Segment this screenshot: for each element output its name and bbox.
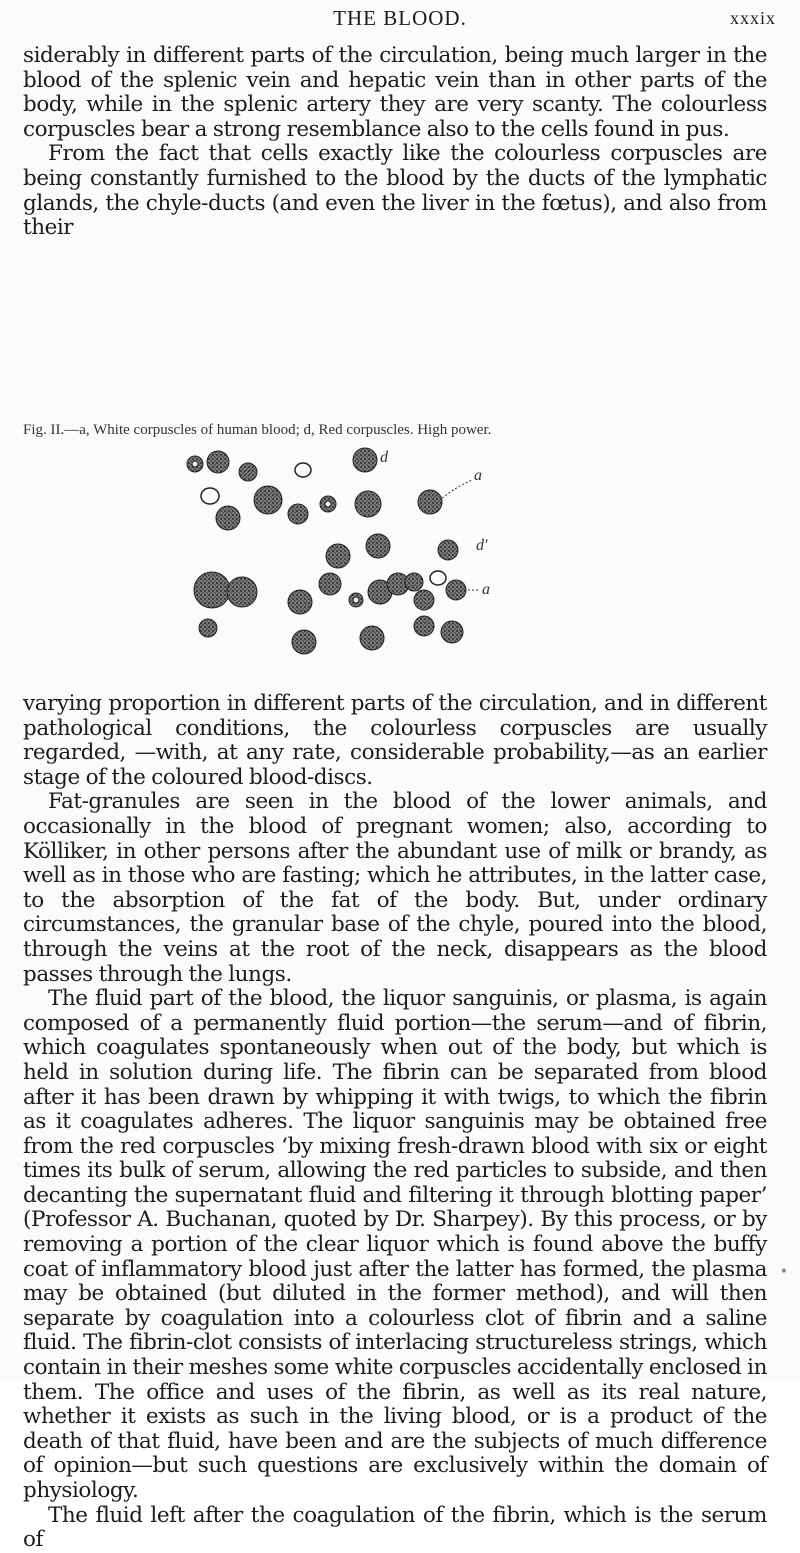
- text-block-top: [23, 44, 767, 241]
- paragraph: Fat-granules are seen in the blood of the lower animals, and occasionally in the blood of pregnant women; also, according to Kölliker, in other persons after the abundant use of milk or brandy, as well as in those who are fasting; which he attributes, in the latter case, to the absorption of the fat of the body. But, under ordinary circumstances, the granular base of the chyle, poured into the blood, through the veins at the root of the neck, disappears as the blood passes through the lungs.: [23, 789, 767, 987]
- paragraph: The fluid part of the blood, the liquor sanguinis, or plasma, is again composed of a permanently fluid portion—the serum—and of fibrin, which coagulates spontaneously when out of the body, but which is held in solution during life. The fibrin can be separated from blood after it has been drawn by whipping it with twigs, to which the fibrin as it coagulates adheres. The liquor sanguinis may be obtained free from the red corpuscles ‘by mixing fresh-drawn blood with six or eight times its bulk of serum, allowing the red particles to subside, and then decanting the supernatant fluid and filtering it through blotting paper’ (Professor A. Buchanan, quoted by Dr. Sharpey). By this process, or by removing a portion of the clear liquor which is found above the buffy coat of inflammatory blood just after the latter has formed, the plasma may be obtained (but diluted in the former method), and will then separate by coagulation into a colourless clot of fibrin and a saline fluid. The fibrin-clot consists of interlacing structureless strings, which contain in their meshes some white corpuscles accidentally enclosed in them. The office and uses of the fibrin, as well as its real nature, whether it exists as such in the living blood, or is a product of the death of that fluid, have been and are the subjects of much difference of opinion—but such questions are exclusively within the domain of physiology.: [23, 986, 767, 1503]
- corpuscle-row-5: [199, 616, 463, 654]
- figure-caption: Fig. II.—a, White corpuscles of human blood; d, Red corpuscles. High power.: [23, 422, 492, 438]
- label-a-lower: a: [482, 581, 490, 598]
- label-d-prime: d′: [476, 537, 488, 554]
- label-d: d: [380, 449, 388, 466]
- paragraph: siderably in different parts of the circulation, being much larger in the blood of the splenic vein and hepatic vein than in other parts of the body, while in the splenic artery they are very scanty. The colourless corpuscles bear a strong resemblance also to the cells found in pus.: [23, 43, 767, 142]
- paragraph: The fluid left after the coagulation of the fibrin, which is the serum of: [23, 1502, 767, 1553]
- paragraph: From the fact that cells exactly like the colourless corpuscles are being constantly furnished to the blood by the ducts of the lymphatic glands, the chyle-ducts (and even the liver in the fœtus), and also from their: [23, 141, 767, 241]
- page-number: xxxix: [729, 8, 776, 28]
- label-a: a: [474, 467, 482, 484]
- running-title: THE BLOOD.: [333, 6, 467, 30]
- corpuscle-row-4: [194, 571, 490, 614]
- paragraph: varying proportion in different parts of the circulation, and in different pathological conditions, the colourless corpuscles are usually regarded, —with, at any rate, considerable probability,—as an earlier stage of the coloured blood-discs.: [23, 691, 767, 790]
- corpuscle-row-3: [326, 534, 488, 568]
- running-header: [0, 6, 800, 34]
- corpuscle-row-1: [187, 448, 389, 481]
- margin-dot: •: [779, 1264, 788, 1280]
- corpuscles-illustration: [180, 442, 650, 682]
- text-block-bottom: [23, 692, 767, 1553]
- figure-blood-corpuscles: [180, 442, 650, 682]
